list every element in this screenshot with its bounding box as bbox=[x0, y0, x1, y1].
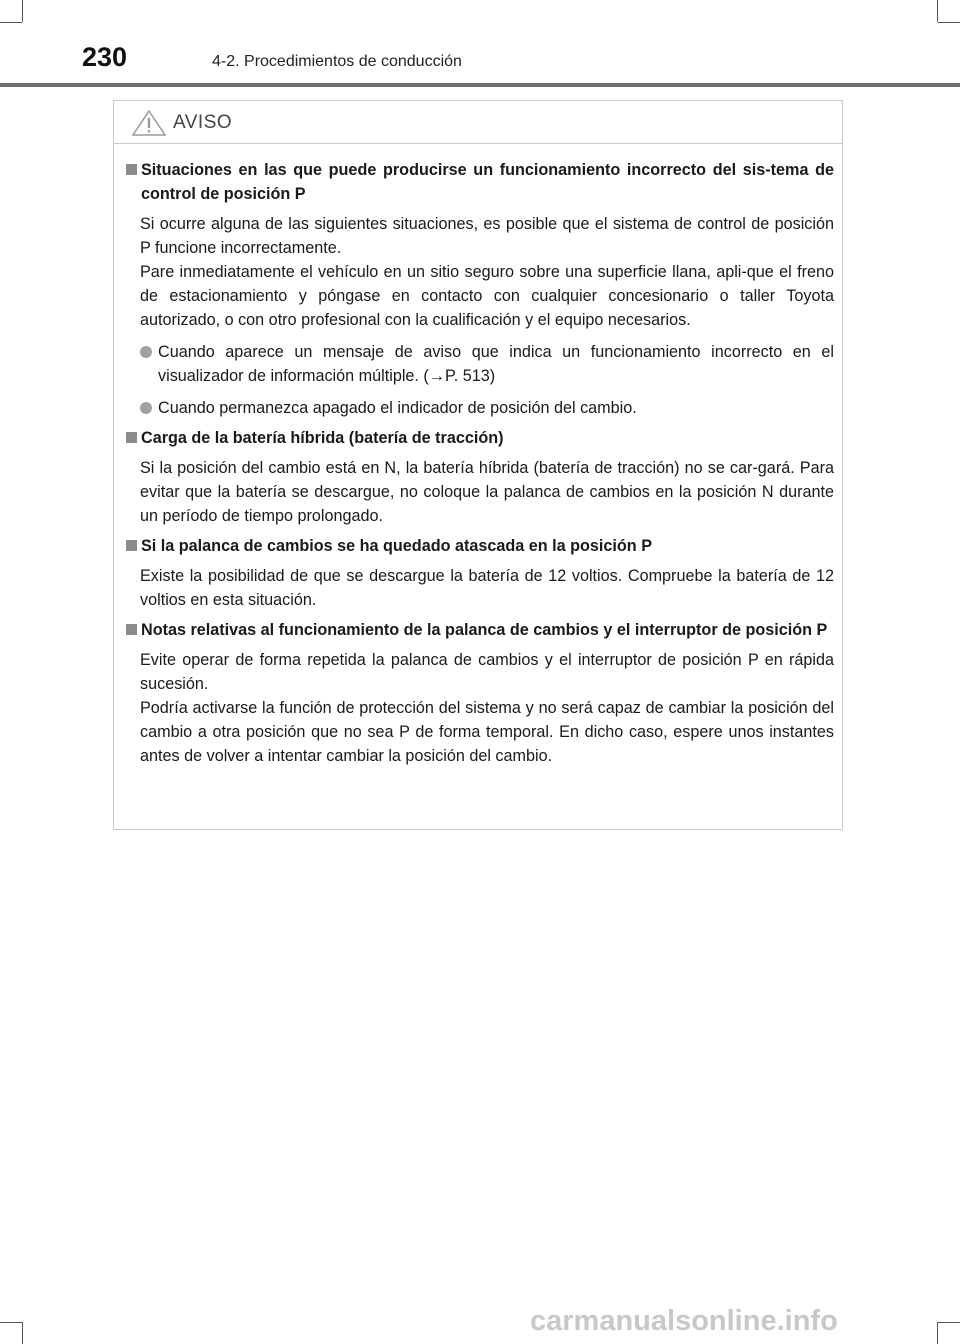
list-item-text: Cuando aparece un mensaje de aviso que indica un funcionamiento incorrecto en el visualizador de información múltiple. (→P. 513) bbox=[158, 343, 834, 385]
crop-mark bbox=[938, 1322, 960, 1323]
paragraph bbox=[140, 564, 834, 612]
section-heading bbox=[126, 618, 834, 642]
section-title: 4-2. Procedimientos de conducción bbox=[212, 53, 462, 70]
paragraph bbox=[140, 648, 834, 768]
section-heading bbox=[126, 158, 834, 206]
round-bullet-icon bbox=[140, 346, 152, 358]
warning-header bbox=[114, 101, 842, 144]
crop-mark bbox=[937, 1322, 938, 1344]
square-bullet-icon bbox=[126, 164, 137, 175]
paragraph bbox=[140, 212, 834, 332]
paragraph-text: Podría activarse la función de protección del sistema y no será capaz de cambiar la posición del cambio a otra posición que no sea P de forma temporal. En dicho caso, espere unos instantes antes de volver a intentar cambiar la posición del cambio. bbox=[140, 699, 834, 765]
watermark-text: carmanualsonline.info bbox=[530, 1305, 838, 1337]
paragraph-text: Si ocurre alguna de las siguientes situaciones, es posible que el sistema de control de posición P funcione incorrectamente. bbox=[140, 215, 834, 257]
section-heading-text: Carga de la batería híbrida (batería de tracción) bbox=[141, 429, 504, 447]
round-bullet-icon bbox=[140, 402, 152, 414]
warning-section bbox=[126, 158, 834, 420]
warning-section bbox=[126, 534, 834, 612]
section-heading-text: Notas relativas al funcionamiento de la palanca de cambios y el interruptor de posición P bbox=[141, 621, 828, 639]
list-item bbox=[140, 340, 834, 388]
section-heading-text: Situaciones en las que puede producirse un funcionamiento incorrecto del sis-tema de control de posición P bbox=[141, 161, 834, 203]
warning-body bbox=[114, 144, 842, 768]
warning-section bbox=[126, 618, 834, 768]
paragraph-text: Existe la posibilidad de que se descargue la batería de 12 voltios. Compruebe la batería de 12 voltios en esta situación. bbox=[140, 567, 834, 609]
paragraph-text: Si la posición del cambio está en N, la batería híbrida (batería de tracción) no se car-gará. Para evitar que la batería se descargue, no coloque la palanca de cambios en la posición N durante un período de tiempo prolongado. bbox=[140, 459, 834, 525]
header-rule bbox=[0, 83, 960, 87]
page-number: 230 bbox=[82, 42, 128, 72]
section-heading-text: Si la palanca de cambios se ha quedado atascada en la posición P bbox=[141, 537, 652, 555]
crop-mark bbox=[22, 1322, 23, 1344]
page-header bbox=[0, 0, 960, 90]
warning-section bbox=[126, 426, 834, 528]
paragraph-text: Pare inmediatamente el vehículo en un sitio seguro sobre una superficie llana, apli-que el freno de estacionamiento y póngase en contacto con cualquier concesionario o taller Toyota autorizado, o con otro profesional con la cualificación y el equipo necesarios. bbox=[140, 263, 834, 329]
section-heading bbox=[126, 426, 834, 450]
paragraph bbox=[140, 456, 834, 528]
list-item-text: Cuando permanezca apagado el indicador de posición del cambio. bbox=[158, 399, 637, 417]
square-bullet-icon bbox=[126, 624, 137, 635]
crop-mark bbox=[0, 1322, 22, 1323]
warning-box bbox=[113, 100, 843, 830]
paragraph-text: Evite operar de forma repetida la palanca de cambios y el interruptor de posición P en rápida sucesión. bbox=[140, 651, 834, 693]
warning-label: AVISO bbox=[173, 112, 233, 133]
section-heading bbox=[126, 534, 834, 558]
square-bullet-icon bbox=[126, 432, 137, 443]
list-item bbox=[140, 396, 834, 420]
warning-triangle-icon bbox=[132, 110, 166, 141]
square-bullet-icon bbox=[126, 540, 137, 551]
